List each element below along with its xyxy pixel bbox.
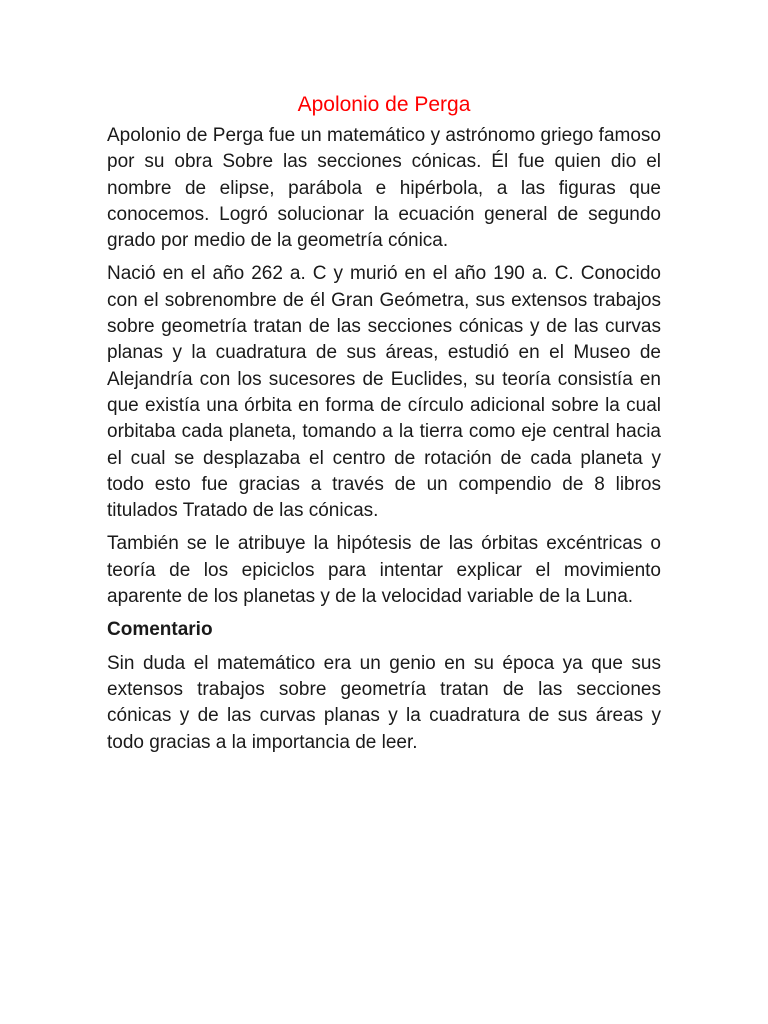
paragraph-biography: Nació en el año 262 a. C y murió en el año 190 a. C. Conocido con el sobrenombre de él Gran Geómetra, sus extensos trabajos sobre geometría tratan de las secciones cónicas y de las curvas planas y la cuadratura de sus áreas, estudió en el Museo de Alejandría con los sucesores de Euclides, su teoría consistía en que existía una órbita en forma de círculo adicional sobre la cual orbitaba cada planeta, tomando a la tierra como eje central hacia el cual se desplazaba el centro de rotación de cada planeta y todo esto fue gracias a través de un compendio de 8 libros titulados Tratado de las cónicas. [107, 263, 661, 522]
document-page [107, 88, 661, 763]
paragraph-hypothesis: También se le atribuye la hipótesis de las órbitas excéntricas o teoría de los epiciclos para intentar explicar el movimiento aparente de los planetas y de la velocidad variable de la Luna. [107, 533, 661, 608]
comment-heading: Comentario [107, 619, 213, 641]
document-title: Apolonio de Perga [297, 93, 471, 116]
comment-paragraph: Sin duda el matemático era un genio en su época ya que sus extensos trabajos sobre geometría tratan de las secciones cónicas y de las curvas planas y la cuadratura de sus áreas y todo gracias a la importancia de leer. [107, 652, 661, 753]
paragraph-intro: Apolonio de Perga fue un matemático y astrónomo griego famoso por su obra Sobre las secciones cónicas. Él fue quien dio el nombre de elipse, parábola e hipérbola, a las figuras que conocemos. Logró solucionar la ecuación general de segundo grado por medio de la geometría cónica. [107, 125, 661, 252]
